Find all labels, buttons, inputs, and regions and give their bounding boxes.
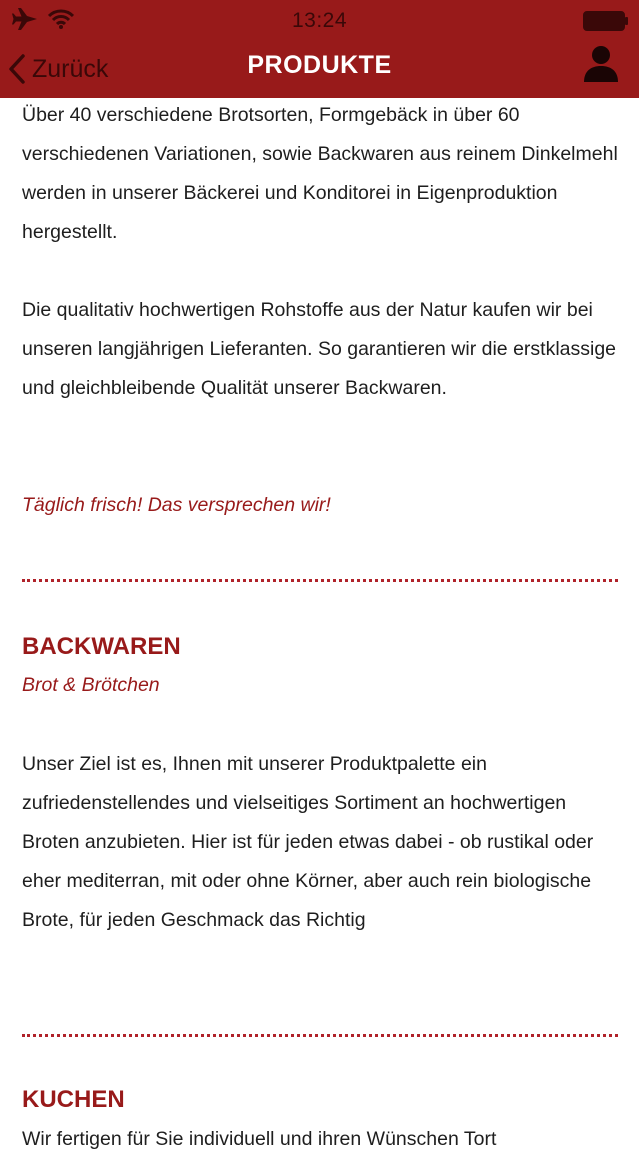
section-text-kuchen: Wir fertigen für Sie individuell und ihren Wünschen Tort xyxy=(22,1128,497,1150)
section-title-backwaren: BACKWAREN xyxy=(22,633,181,660)
status-bar xyxy=(0,0,639,40)
page-title: PRODUKTE xyxy=(247,51,392,79)
intro-paragraph-1: Über 40 verschiedene Brotsorten, Formgebäck in über 60 verschiedenen Variationen, sowie Backwaren aus reinem Dinkelmehl werden in unserer Bäckerei und Konditorei in Eigenproduktion hergestellt. xyxy=(22,104,618,243)
slogan: Täglich frisch! Das versprechen wir! xyxy=(22,494,331,516)
section-text-backwaren: Unser Ziel ist es, Ihnen mit unserer Produktpalette ein zufriedenstellendes und vielseitiges Sortiment an hochwertigen Broten anzubieten. Hier ist für jeden etwas dabei - ob rustikal oder eher mediterran, mit oder ohne Körner, aber auch rein biologische Brote, für jeden Geschmack das Richtig xyxy=(22,753,594,931)
user-icon xyxy=(583,45,619,83)
section-title-kuchen: KUCHEN xyxy=(22,1086,125,1113)
intro-paragraph-2: Die qualitativ hochwertigen Rohstoffe aus der Natur kaufen wir bei unseren langjährigen Lieferanten. So garantieren wir die erstklassige und gleichbleibende Qualität unserer Backwaren. xyxy=(22,299,617,399)
top-bar xyxy=(0,0,639,98)
status-time: 13:24 xyxy=(291,9,348,32)
section-subtitle-backwaren: Brot & Brötchen xyxy=(22,674,160,696)
profile-button[interactable] xyxy=(583,45,619,88)
back-label: Zurück xyxy=(32,54,109,83)
navigation-bar xyxy=(0,40,639,98)
section-divider xyxy=(22,1034,618,1037)
battery-icon xyxy=(583,11,629,36)
section-divider xyxy=(22,579,618,582)
